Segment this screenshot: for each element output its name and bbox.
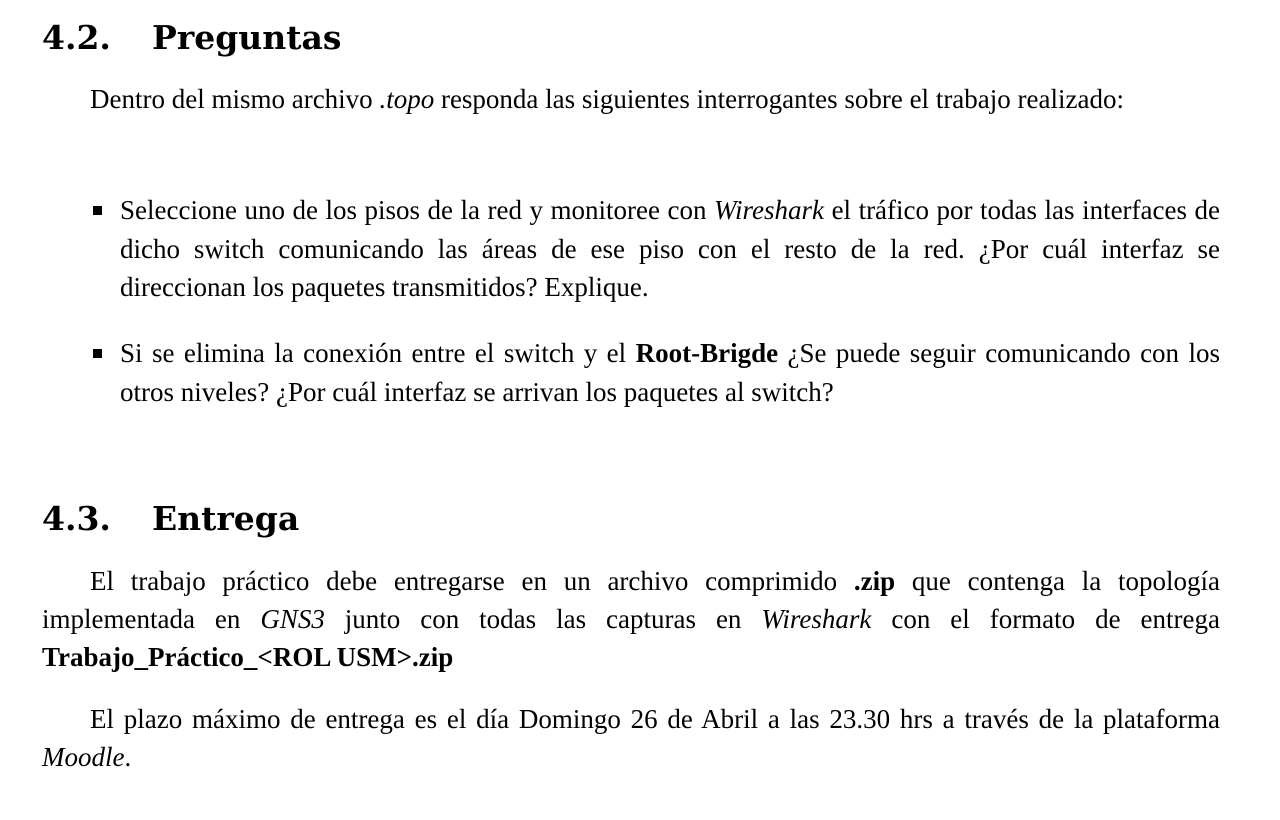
deadline-paragraph: [42, 700, 1220, 776]
intro-paragraph: [42, 80, 1220, 118]
bullet-text: Seleccione uno de los pisos de la red y monitoree con: [120, 195, 715, 225]
deadline-period: .: [124, 742, 132, 772]
section-heading-entrega: [42, 499, 299, 539]
bullet-text-end: el tráfico por todas las interfaces de dicho switch comunicando las áreas de ese piso con el resto de la red. ¿Por cuál interfaz se direccionan los paquetes transmitidos? Explique.: [120, 195, 1221, 302]
tool-gns3: GNS3: [260, 604, 325, 634]
tool-wireshark: Wireshark: [761, 604, 872, 634]
platform-moodle: Moodle: [42, 742, 125, 772]
bullet-text-end: ¿Se puede seguir comunicando con los otros niveles? ¿Por cuál interfaz se arrivan los paquetes al switch?: [120, 338, 1220, 407]
filename-topo: .topo: [379, 84, 435, 114]
intro-text-end: responda las siguientes interrogantes sobre el trabajo realizado:: [434, 84, 1124, 114]
bullet-square-icon: [93, 206, 102, 215]
bullet-square-icon: [93, 349, 102, 358]
list-item: [120, 334, 1220, 411]
delivery-filename-format: Trabajo_Práctico_<ROL USM>.zip: [42, 642, 454, 672]
deadline-text: El plazo máximo de entrega es el día Domingo 26 de Abril a las 23.30 hrs a través de la plataforma: [90, 704, 1220, 734]
delivery-text: junto con todas las capturas en: [324, 604, 762, 634]
bullet-tool-name: Wireshark: [714, 195, 825, 225]
section-number: 4.3.: [42, 499, 111, 538]
bullet-text: Si se elimina la conexión entre el switch y el: [120, 338, 636, 368]
intro-text: Dentro del mismo archivo: [90, 84, 380, 114]
zip-extension: .zip: [853, 566, 896, 596]
delivery-text: con el formato de entrega: [871, 604, 1220, 634]
delivery-text: que contenga la topología implementada en: [42, 566, 1220, 634]
list-item: [120, 191, 1220, 307]
section-title: Entrega: [152, 499, 300, 538]
section-title: Preguntas: [152, 18, 342, 57]
bullet-bold-term: Root-Brigde: [635, 338, 779, 368]
delivery-text: El trabajo práctico debe entregarse en un archivo comprimido: [90, 566, 854, 596]
section-heading-preguntas: [42, 18, 341, 58]
section-number: 4.2.: [42, 18, 111, 57]
delivery-paragraph: [42, 562, 1220, 676]
